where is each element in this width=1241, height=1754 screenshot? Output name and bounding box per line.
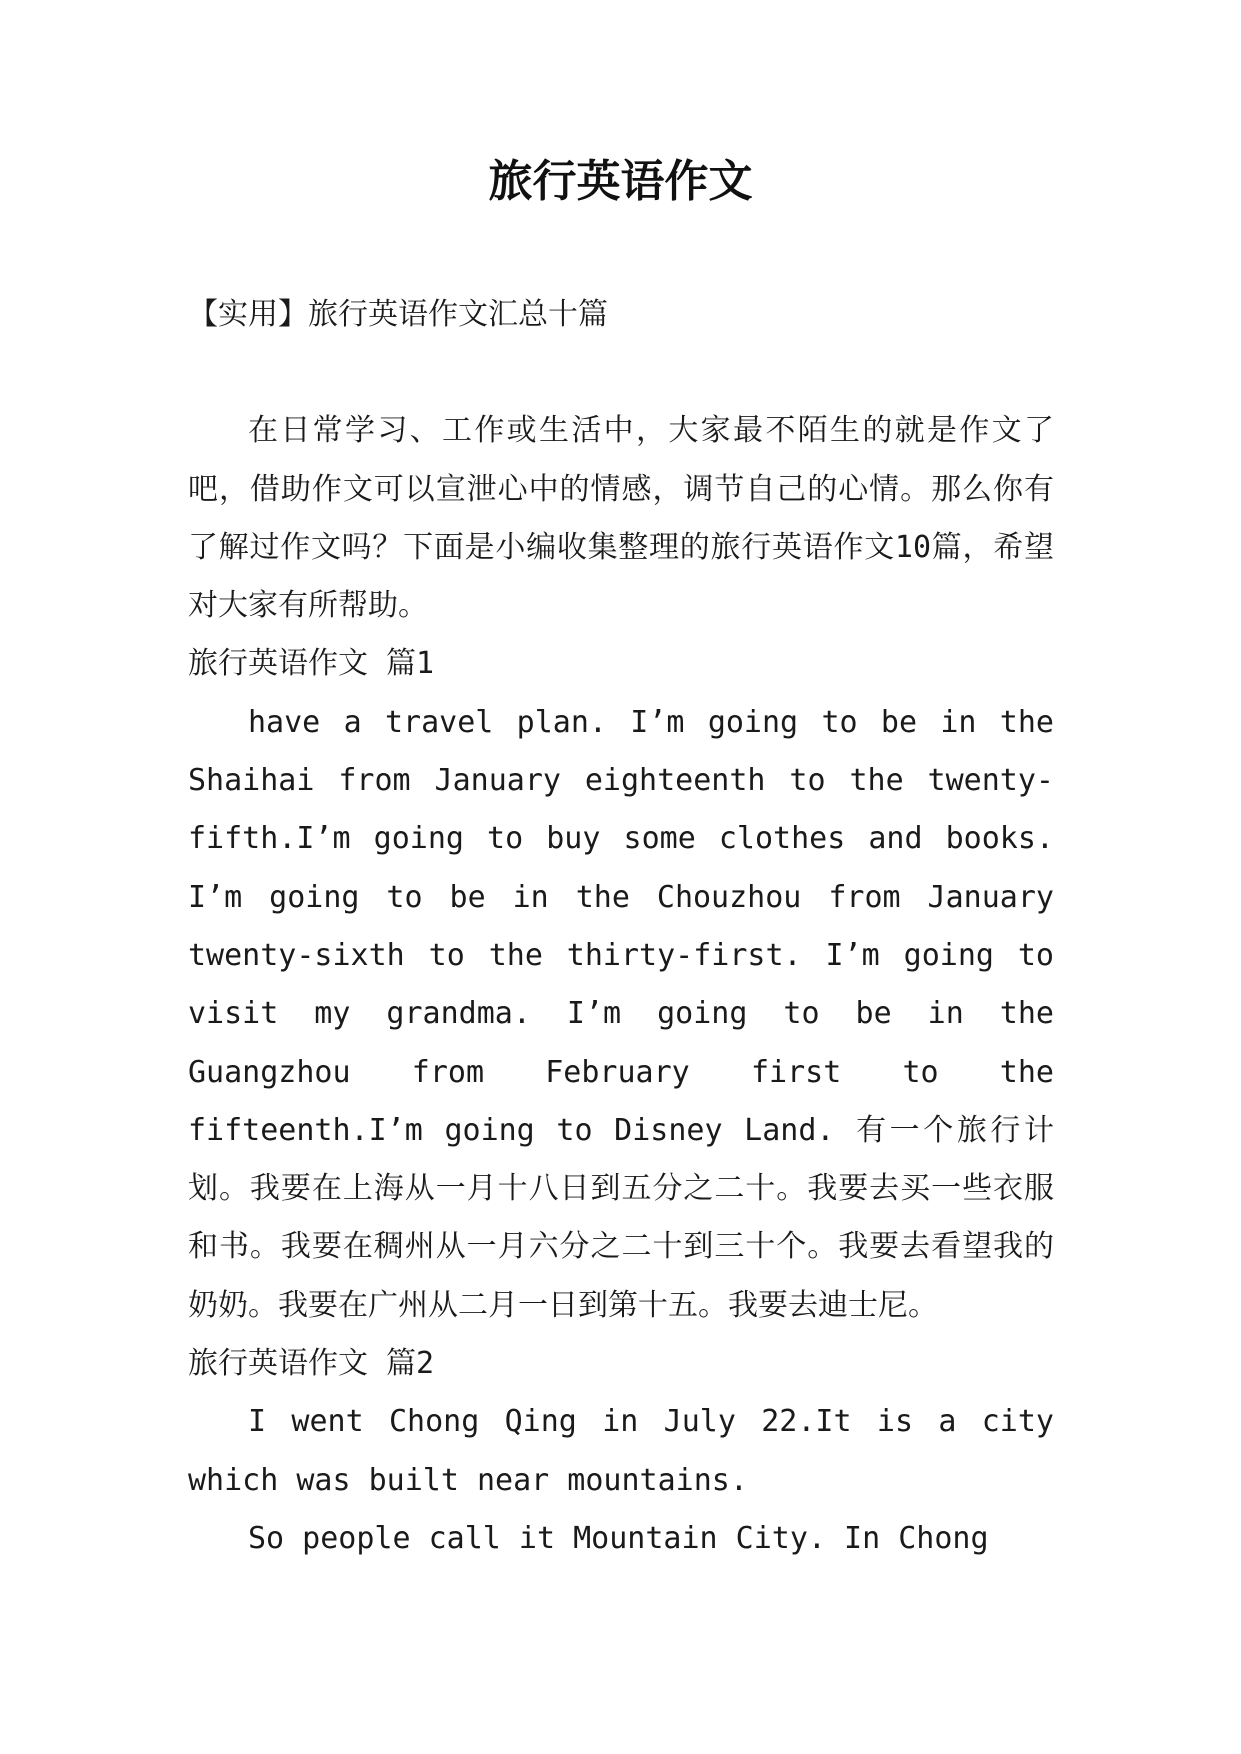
document-body	[188, 286, 1054, 1568]
document-subtitle: 【实用】旅行英语作文汇总十篇	[188, 297, 608, 332]
document-title: 旅行英语作文	[488, 156, 753, 207]
section-paragraph: I went Chong Qing in July 22.It is a city which was built near mountains.	[188, 1404, 1054, 1498]
section-paragraph: have a travel plan. I’m going to be in the Shaihai from January eighteenth to the twenty-fifth.I’m going to buy some clothes and books. I’m going to be in the Chouzhou from January twenty-sixth to the thirty-first. I’m going to visit my grandma. I’m going to be in the Guangzhou from February first to the fifteenth.I’m going to Disney Land. 有一个旅行计划。我要在上海从一月十八日到五分之二十。我要去买一些衣服和书。我要在稠州从一月六分之二十到三十个。我要去看望我的奶奶。我要在广州从二月一日到第十五。我要去迪士尼。	[188, 704, 1054, 1323]
section-heading: 旅行英语作文 篇2	[188, 1346, 435, 1382]
intro-paragraph: 在日常学习、工作或生活中，大家最不陌生的就是作文了吧，借助作文可以宣泄心中的情感，调节自己的心情。那么你有了解过作文吗？下面是小编收集整理的旅行英语作文10篇，希望对大家有所帮助。	[188, 413, 1054, 624]
section-paragraph: So people call it Mountain City. In Chong	[248, 1520, 989, 1556]
section-heading: 旅行英语作文 篇1	[188, 646, 435, 682]
